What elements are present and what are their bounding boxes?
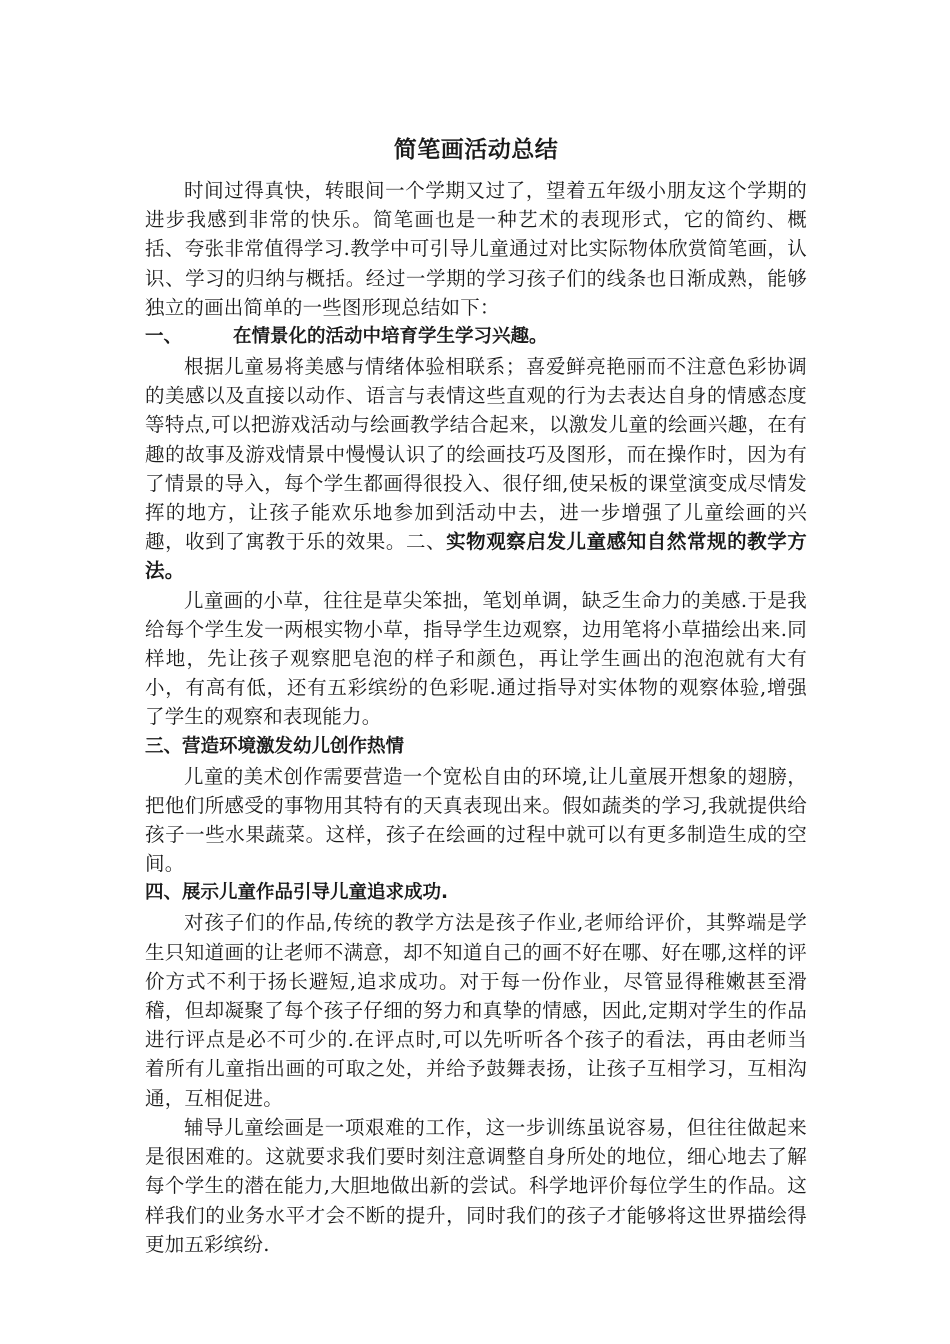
intro-paragraph: 时间过得真快，转眼间一个学期又过了，望着五年级小朋友这个学期的进步我感到非常的快乐。简笔画也是一种艺术的表现形式，它的简约、概括、夸张非常值得学习.教学中可引导儿童通过对比实际物体欣赏简笔画，认识、学习的归纳与概括。经过一学期的学习孩子们的线条也日渐成熟，能够独立的画出简单的一些图形现总结如下： [145, 179, 807, 319]
section-3-paragraph: 儿童的美术创作需要营造一个宽松自由的环境,让儿童展开想象的翅膀，把他们所感受的事物用其特有的天真表现出来。假如蔬类的学习,我就提供给孩子一些水果蔬菜。这样，孩子在绘画的过程中就可以有更多制造生成的空间。 [145, 764, 807, 876]
section-1-number: 一、 [145, 326, 183, 348]
document-title: 简笔画活动总结 [393, 137, 559, 163]
section-3-heading: 三、营造环境激发幼儿创作热情 [145, 735, 405, 757]
conclusion-paragraph: 辅导儿童绘画是一项艰难的工作，这一步训练虽说容易，但往往做起来是很困难的。这就要求我们要时刻注意调整自身所处的地位，细心地去了解每个学生的潜在能力,大胆地做出新的尝试。科学地评价每位学生的作品。这样我们的业务水平才会不断的提升，同时我们的孩子才能够将这世界描绘得更加五彩缤纷. [145, 1115, 807, 1256]
section-1-body: 根据儿童易将美感与情绪体验相联系；喜爱鲜亮艳丽而不注意色彩协调的美感以及直接以动作、语言与表情这些直观的行为去表达自身的情感态度等特点,可以把游戏活动与绘画教学结合起来，以激发儿童的绘画兴趣，在有趣的故事及游戏情景中慢慢认识了的绘画技巧及图形，而在操作时，因为有了情景的导入，每个学生都画得很投入、很仔细,使呆板的课堂演变成尽情发挥的地方，让孩子能欢乐地参加到活动中去，进一步增强了儿童绘画的兴趣，收到了寓教于乐的效果。 [145, 355, 807, 554]
section-2-heading-text: 实物观察启发儿童感知自然常规的教学方法。 [145, 530, 808, 583]
section-2-paragraph: 儿童画的小草，往往是草尖笨拙，笔划单调，缺乏生命力的美感.于是我给每个学生发一两根实物小草，指导学生边观察，边用笔将小草描绘出来.同样地，先让孩子观察肥皂泡的样子和颜色，再让学生画出的泡泡就有大有小，有高有低，还有五彩缤纷的色彩呢.通过指导对实体物的观察体验,增强了学生的观察和表现能力。 [145, 588, 807, 729]
section-4-paragraph: 对孩子们的作品,传统的教学方法是孩子作业,老师给评价，其弊端是学生只知道画的让老师不满意，却不知道自己的画不好在哪、好在哪,这样的评价方式不利于扬长避短,追求成功。对于每一份作业，尽管显得稚嫩甚至滑稽，但却凝聚了每个孩子仔细的努力和真挚的情感，因此,定期对学生的作品进行评点是必不可少的.在评点时,可以先听听各个孩子的看法，再由老师当着所有儿童指出画的可取之处，并给予鼓舞表扬，让孩子互相学习，互相沟通，互相促进。 [145, 911, 807, 1110]
section-1-heading [145, 322, 807, 352]
section-1-paragraph [145, 352, 807, 586]
section-1-heading-text: 在情景化的活动中培育学生学习兴趣。 [233, 326, 548, 348]
section-2-heading-prefix: 二、 [405, 530, 447, 554]
section-4-heading: 四、展示儿童作品引导儿童追求成功. [145, 882, 449, 904]
document-page [145, 128, 807, 1259]
